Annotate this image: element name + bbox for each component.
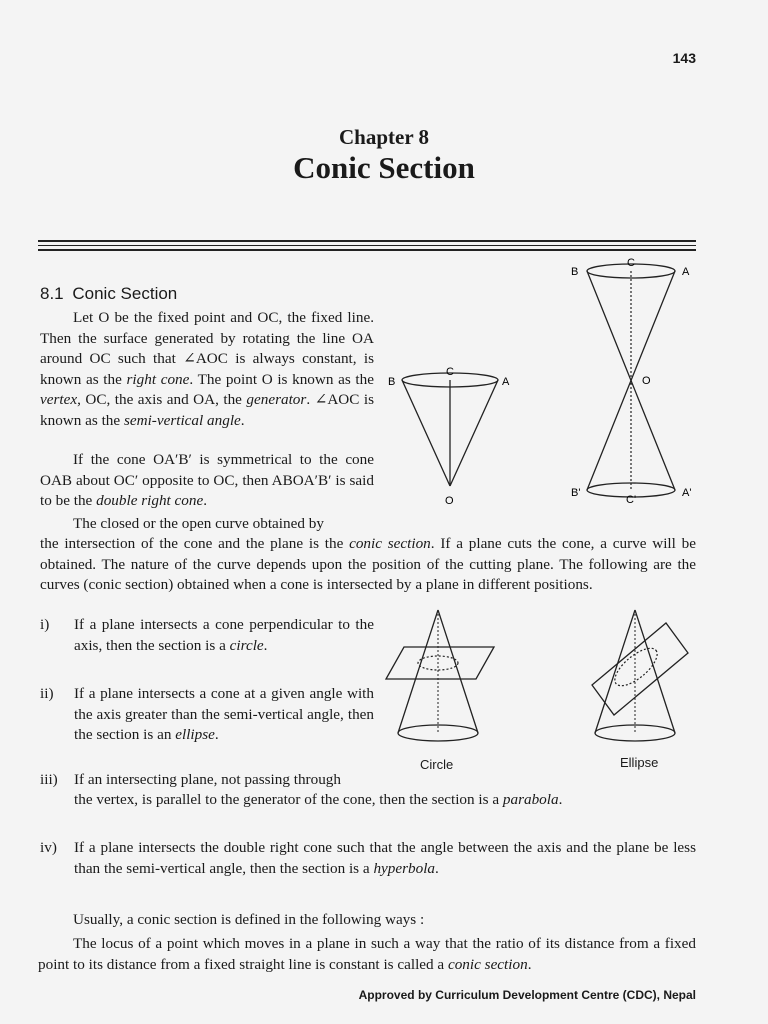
circle-section-figure [380,605,500,755]
label-b: B [388,376,396,388]
ellipse-section-figure [580,605,700,755]
paragraph-conic-intro-start: The closed or the open curve obtained by [73,515,324,532]
term-parabola: parabola [502,791,559,808]
term-semi-vertical-angle: semi-vertical angle [123,411,241,429]
list-item-label: iv) [40,839,57,856]
chapter-title: Conic Section [293,150,475,185]
label-c: C [446,366,454,378]
paragraph-definition-intro: Usually, a conic section is defined in the following ways : [73,911,425,928]
text: . [527,955,532,973]
label-c-prime: C' [626,494,637,506]
text: If a plane intersects a cone perpendicular to the axis, then the section is a [74,616,374,654]
label-o: O [642,375,651,387]
list-item-text [74,684,374,746]
section-title: Conic Section [72,284,178,303]
caption-circle: Circle [420,757,454,772]
term-vertex: vertex [40,391,78,408]
text: . ∠AOC is known as the [40,391,374,429]
text: The locus of a point which moves in a plane in such a way that the ratio of its distance from a fixed point to its distance from a fixed straight line is constant is called a [38,935,696,973]
paragraph-double-cone [40,450,374,512]
section-number: 8.1 [40,284,64,303]
text: If the cone OA′B′ is symmetrical to the cone OAB about OC′ opposite to OC, then ABOA′B′ is said to be the [40,451,374,509]
footer: Approved by Curriculum Development Centre (CDC), Nepal [358,988,696,1002]
paragraph-conic-intro [40,534,696,596]
label-b-prime: B' [571,487,581,499]
text: If a plane intersects the double right cone such that the angle between the axis and the plane be less than the semi-vertical angle, then the section is a [74,839,696,877]
list-item-text [74,838,696,879]
label-a-prime: A' [682,487,692,499]
double-cone-figure [565,255,705,515]
text: . The point O is known as the [189,370,374,388]
text: Let O be the fixed point and OC, the fixed line. Then the surface generated by rotating the line OA around OC such that ∠AOC is always constant, is known as the [40,309,374,388]
caption-ellipse: Ellipse [620,755,659,770]
label-a: A [682,266,690,278]
text: . [240,411,245,429]
text: , OC, the axis and OA, the [77,391,247,408]
paragraph-definition [38,934,696,975]
term-hyperbola: hyperbola [373,859,436,877]
text: the vertex, is parallel to the generator of the cone, then the section is a [74,791,503,808]
label-b: B [571,266,579,278]
single-cone-figure [380,360,520,510]
list-item-text [74,615,374,656]
label-a: A [502,376,510,388]
list-item [40,770,680,812]
label-c: C [627,257,635,269]
section-heading [40,284,177,304]
term-conic-section: conic section [349,535,431,552]
list-item-text-start: If an intersecting plane, not passing through [74,771,341,788]
text: . [435,859,439,877]
text: . If a plane cuts the cone, a curve will be obtained. The nature of the curve depends upon the position of the cutting plane. The following are the curves (conic section) obtained when a cone is intersected by a plane in different positions. [40,535,696,593]
list-item-label: i) [40,616,50,633]
list-item-label: ii) [40,685,54,702]
text: If a plane intersects a cone at a given angle with the axis greater than the semi-vertical angle, then the section is an [74,685,374,743]
term-generator: generator [246,391,307,408]
term-ellipse: ellipse [175,726,215,743]
list-item [40,684,374,746]
title-divider [38,240,696,251]
term-conic-section: conic section [447,955,528,973]
text: the intersection of the cone and the plane is the [40,535,350,552]
chapter-label: Chapter 8 [338,125,430,149]
list-item [40,615,374,657]
text: . [263,636,268,654]
text: . [558,791,563,808]
paragraph-right-cone [40,308,374,431]
term-circle: circle [229,636,264,654]
list-item-text [74,790,680,811]
term-double-right-cone: double right cone [96,492,204,509]
page-number: 143 [672,50,696,66]
list-item [40,838,696,880]
text: . [203,492,208,509]
label-o: O [445,495,454,507]
term-right-cone: right cone [126,370,190,388]
list-item-label: iii) [40,771,58,788]
text: . [214,726,219,743]
